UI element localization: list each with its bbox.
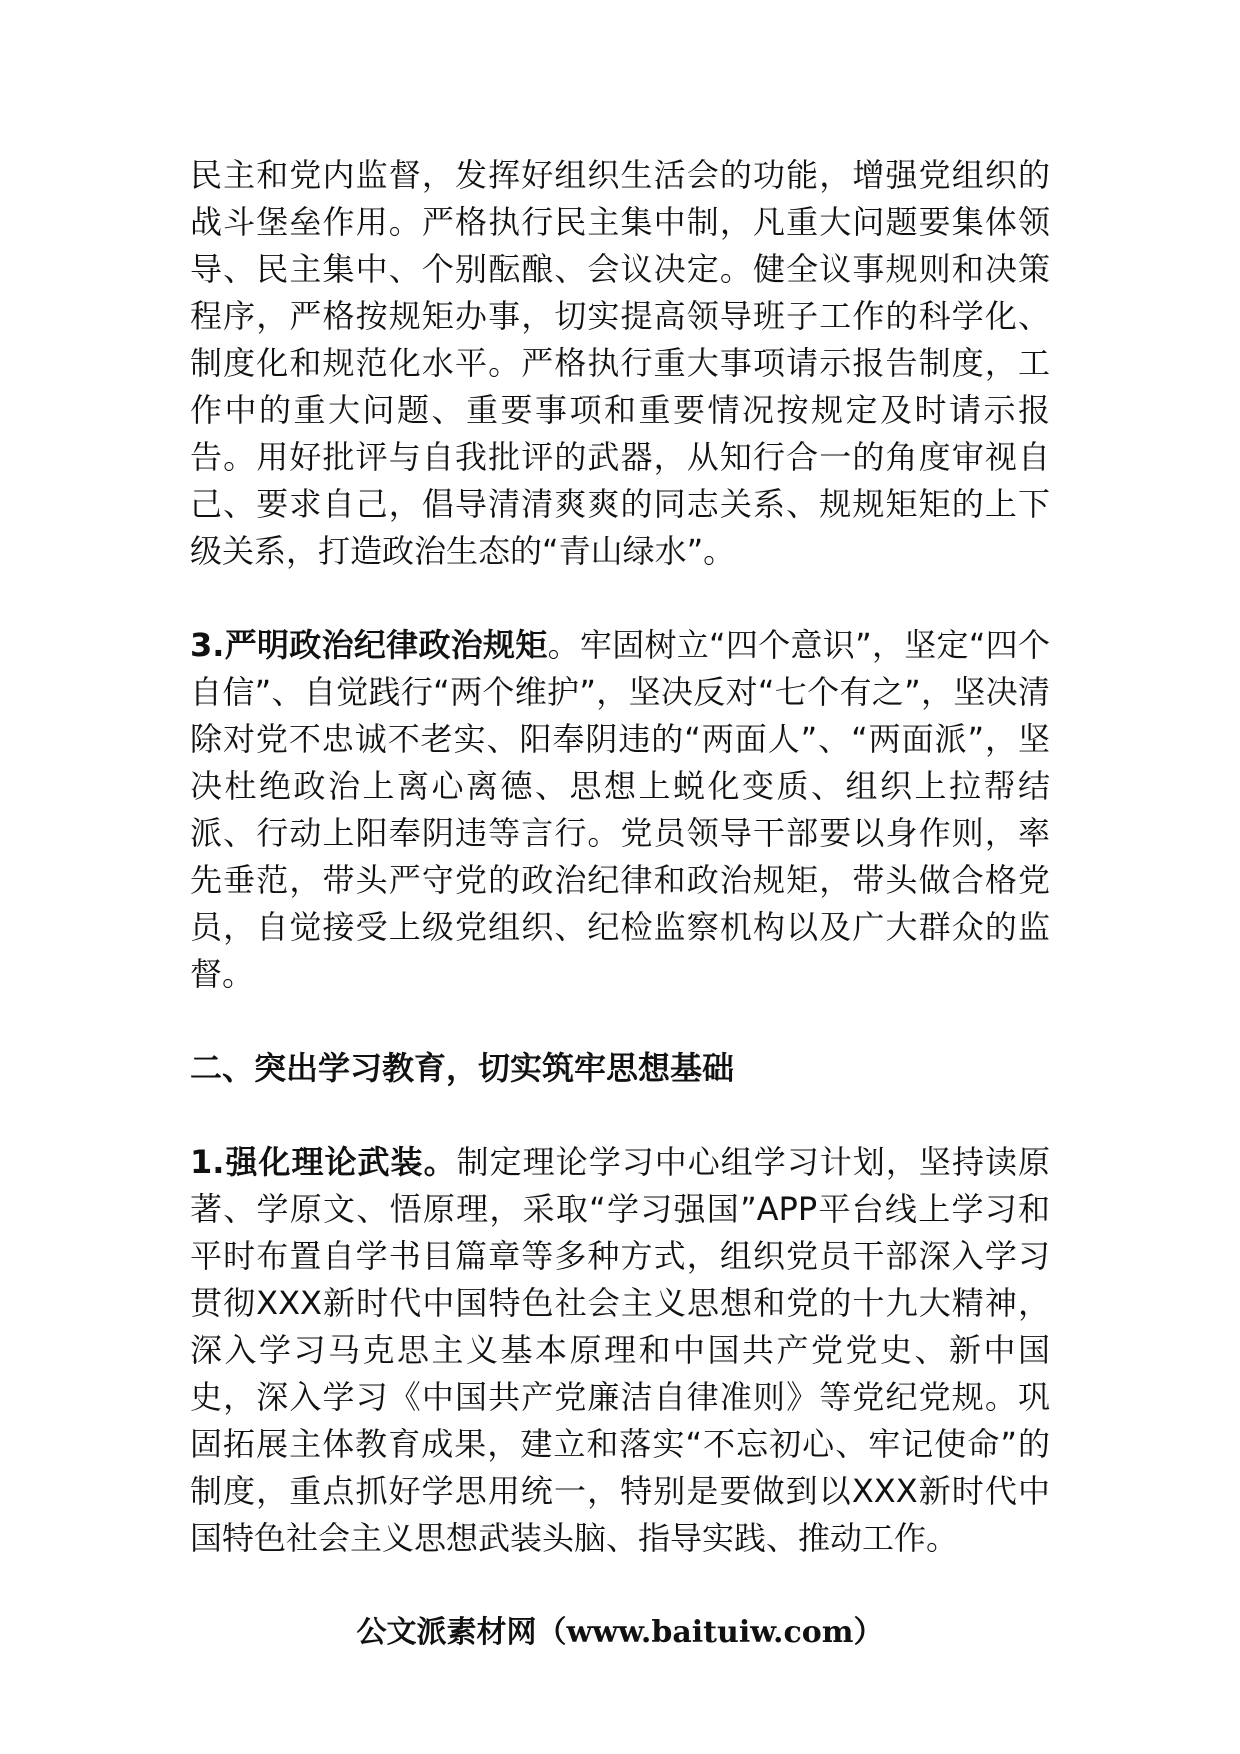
section-heading-2: 二、突出学习教育，切实筑牢思想基础 <box>190 1049 735 1087</box>
document-body <box>190 152 1050 1562</box>
paragraph-continuation: 民主和党内监督，发挥好组织生活会的功能，增强党组织的战斗堡垒作用。严格执行民主集中制，凡重大问题要集体领导、民主集中、个别酝酿、会议决定。健全议事规则和决策程序，严格按规矩办事，切实提高领导班子工作的科学化、制度化和规范化水平。严格执行重大事项请示报告制度，工作中的重大问题、重要事项和重要情况按规定及时请示报告。用好批评与自我批评的武器，从知行合一的角度审视自己、要求自己，倡导清清爽爽的同志关系、规规矩矩的上下级关系，打造政治生态的“青山绿水”。 <box>190 156 1050 570</box>
section-3-title: 3.严明政治纪律政治规矩 <box>190 626 548 664</box>
section-3-paragraph <box>190 622 1050 998</box>
section-1-title: 1.强化理论武装。 <box>190 1143 457 1181</box>
section-1-paragraph <box>190 1139 1050 1562</box>
page-footer: 公文派素材网（www.baituiw.com） <box>356 1615 884 1650</box>
section-1-body: 制定理论学习中心组学习计划，坚持读原著、学原文、悟原理，采取“学习强国”APP平台线上学习和平时布置自学书目篇章等多种方式，组织党员干部深入学习贯彻XXX新时代中国特色社会主义思想和党的十九大精神，深入学习马克思主义基本原理和中国共产党党史、新中国史，深入学习《中国共产党廉洁自律准则》等党纪党规。巩固拓展主体教育成果，建立和落实“不忘初心、牢记使命”的制度，重点抓好学思用统一，特别是要做到以XXX新时代中国特色社会主义思想武装头脑、指导实践、推动工作。 <box>190 1143 1050 1557</box>
section-3-body: 。牢固树立“四个意识”，坚定“四个自信”、自觉践行“两个维护”，坚决反对“七个有之”，坚决清除对党不忠诚不老实、阳奉阴违的“两面人”、“两面派”，坚决杜绝政治上离心离德、思想上蜕化变质、组织上拉帮结派、行动上阳奉阴违等言行。党员领导干部要以身作则，率先垂范，带头严守党的政治纪律和政治规矩，带头做合格党员，自觉接受上级党组织、纪检监察机构以及广大群众的监督。 <box>190 626 1050 993</box>
